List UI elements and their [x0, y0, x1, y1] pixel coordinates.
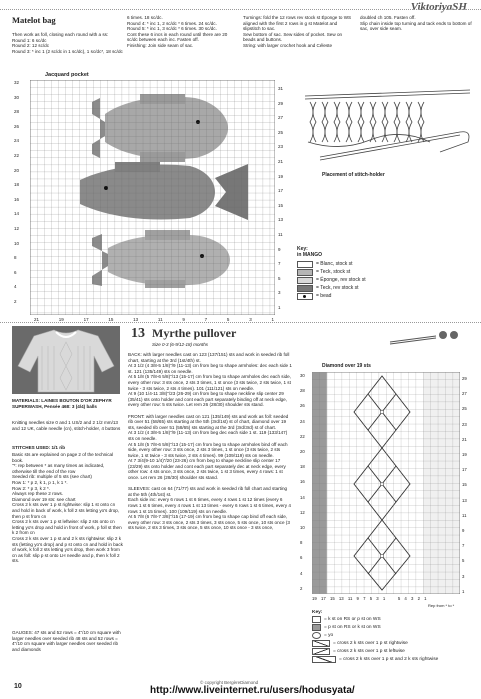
row-number: 17 [462, 467, 467, 473]
page-number: 10 [14, 683, 22, 690]
row-number: 10 [14, 240, 20, 246]
key1 [297, 246, 366, 300]
key2-label: = yo [324, 632, 334, 638]
cross-left-icon [312, 648, 330, 655]
key2-item [312, 655, 477, 663]
jacquard-chart [30, 80, 275, 315]
matelot-col1: Then work as foll, closing each round with a ss: Round 1: 6 sc/dc Round 2: 12 sc/dc Round 3: * inc 1 (2 sc/dc in 1 sc/dc), 1 sc/dc*, 18 sc/dc [12, 32, 123, 54]
row-number: 1 [462, 588, 465, 594]
row-number: 31 [278, 86, 284, 91]
stitches-title: STITCHES USED: 1/1 rib [12, 445, 66, 450]
swatch-blanc [297, 261, 313, 268]
row-number: 28 [300, 388, 305, 394]
purl-stitch-icon [312, 624, 321, 631]
row-number: 14 [300, 494, 305, 500]
key1-title: Key: [297, 246, 308, 252]
row-number: 16 [14, 196, 20, 202]
row-number: 18 [300, 464, 305, 470]
swatch-teck [297, 269, 313, 276]
row-number: 9 [462, 528, 465, 534]
row-number: 11 [462, 512, 467, 518]
row-number: 14 [14, 211, 20, 217]
pullover-photo [12, 326, 120, 394]
key2-item [312, 639, 477, 647]
row-number: 15 [278, 202, 284, 208]
row-number: 15 [462, 482, 467, 488]
row-number: 17 [278, 188, 284, 194]
row-number: 26 [14, 123, 20, 129]
matelot-col4: doubled ch 105. Fasten off. Slip chain inside top turning and tack ends to bottom of sac, over side seam. [360, 15, 472, 32]
col-number: 3 [249, 317, 252, 322]
key2-item [312, 615, 477, 623]
col-number: 15 [108, 317, 114, 322]
diamond-right-numbers [462, 376, 474, 594]
row-number: 2 [300, 585, 303, 591]
row-number: 22 [14, 152, 20, 158]
brand-logo: ViktoriyaSH [410, 1, 467, 13]
row-number: 21 [278, 158, 284, 164]
cross-right-icon [312, 640, 330, 647]
row-number: 9 [278, 246, 281, 252]
stitch-holder-illustration [300, 82, 475, 177]
col-number: 9 [182, 317, 185, 322]
yarn-over-icon [312, 632, 321, 639]
key2-item [312, 623, 477, 631]
row-number: 6 [14, 269, 17, 275]
row-number: 30 [14, 94, 20, 100]
jacquard-left-numbers [14, 80, 28, 304]
col-number: 17 [83, 317, 89, 322]
key2-title: Key: [312, 610, 323, 615]
gauges: GAUGES: 47 sts and 52 rows = 4"/10 cm square with larger needles over seeded rib 48 sts and 52 rows = 4"/10 cm square with larger needles over seeded rib and diamonds [12, 630, 121, 652]
copyright: © copyright BergèreDiamond [200, 680, 259, 685]
row-number: 29 [462, 376, 467, 381]
header-dots [0, 9, 481, 11]
col-number: 11 [157, 317, 163, 322]
needles-icon [388, 328, 468, 346]
row-number: 18 [14, 182, 20, 188]
col-number: 7 [204, 317, 208, 322]
row-number: 23 [462, 421, 467, 427]
row-number: 23 [278, 144, 284, 150]
diamond-title: Diamond over 19 sts [322, 363, 371, 369]
row-number: 7 [462, 543, 465, 549]
watermark-url[interactable]: http://www.liveinternet.ru/users/hodusyata/ [150, 685, 355, 696]
row-number: 28 [14, 109, 20, 115]
materials-body: Knitting needles size 0 and 1 US/2 and 2 1/2 mm/13 and 12 UK, cable needle (cn), stitch-holder, 4 buttons [12, 420, 121, 431]
key1-item [297, 292, 366, 300]
key1-item [297, 276, 366, 284]
row-number: 29 [278, 100, 284, 106]
row-number: 24 [300, 418, 305, 424]
key2-label: = cross 2 k sts over 1 p st rightwise [333, 640, 408, 646]
row-number: 11 [278, 231, 283, 237]
row-number: 21 [462, 436, 467, 442]
row-number: 13 [278, 217, 284, 223]
materials-title: MATERIALS: LAINES BOUTON D'OR ZEPHYR SUPERWASH, Pensée 468: 3 (4/4) balls [12, 398, 112, 409]
row-number: 25 [278, 129, 284, 135]
row-number: 13 [462, 497, 467, 503]
pattern-number: 13 [131, 326, 145, 341]
row-number: 8 [300, 540, 303, 546]
key2-label: = cross 2 k sts over 1 p st leftwise [333, 648, 405, 654]
swatch-teck-rev [297, 285, 313, 292]
key1-item [297, 268, 366, 276]
key2-item [312, 647, 477, 655]
row-number: 22 [300, 433, 305, 439]
key1-label: = Teck, rev stock st [316, 285, 359, 291]
col-number: 19 [58, 317, 64, 322]
pattern-title: Myrthe pullover [152, 326, 237, 340]
matelot-col3: Turnings: fold the 12 rows rev stock st Éponge to WS aligned with the first 2 rows in g st Matelot and slipstitch to sac. Sew bottom of sac. Sew sides of pocket. Sew on beads and buttons. String: with larger crochet hook and Céleste [243, 15, 352, 48]
key1-label: = Éponge, rev stock st [316, 277, 366, 283]
row-number: 16 [300, 479, 305, 485]
stitch-holder-caption: Placement of stitch-holder [322, 172, 385, 178]
cross-double-icon [312, 656, 336, 663]
diamond-left-numbers [300, 373, 310, 591]
row-number: 32 [14, 80, 20, 85]
pattern-size: Size 0-3 (6-9/12-18) months [152, 342, 209, 347]
key1-label: = Teck, stock st [316, 269, 351, 275]
row-number: 4 [300, 570, 303, 576]
key1-item [297, 260, 366, 268]
row-number: 2 [14, 298, 17, 304]
row-number: 10 [300, 525, 305, 531]
row-number: 8 [14, 255, 17, 261]
col-number: 1 [271, 317, 274, 322]
row-number: 26 [300, 403, 305, 409]
row-number: 24 [14, 138, 20, 144]
knit-stitch-icon [312, 616, 321, 623]
row-number: 5 [462, 558, 465, 564]
row-number: 19 [462, 452, 467, 458]
swatch-eponge [297, 277, 313, 284]
jacquard-label: Jacquard pocket [45, 72, 89, 78]
key1-label: = bead [316, 293, 332, 299]
rep-note: Rep from * to * [428, 603, 455, 608]
col-number: 21 [34, 317, 40, 322]
row-number: 27 [462, 391, 467, 397]
back-front-sleeves: BACK: with larger needles cast on 123 (137/151) sts and work in seeded rib foll chart, starting at the 3rd (1st/4th) st. At 3 1/2 (4 3/8-5 1/8)"/9 (11-13) cm from beg to shape armholes: dec each side 1 st. 121 (135/149) sts on needle. At 5 1/8 (5 7/8-6 5/8)"/13 (15-17) cm from beg to shape armholes dec each side, every other row: 3 sts once, 2 sts 3 times, 1 st once (3 sts twice, 2 sts twice, 1 st twice - 3 sts twice, 2 sts 4 times). 101 (111/121) sts on needle. At 9 (10 1/4-11 3/8)"/23 (26-29) cm from beg to shape neckline slip center 29 (35/41) sts onto holder and cont each part separately binding off at neck edge, every other row: 5 sts twice. Let rem 26 (28/30) shoulder sts stand. FRONT: with larger needles cast on 121 (135/149) sts and work as foll: seeded rib over 51 (58/65) sts starting at the 5th (3rd/1st) st of chart, diamond over 19 sts, seeded rib over 51 (58/65) sts starting at the 3rd (3rd/3rd) st of chart. At 3 1/2 (4 3/8-5 1/8)"/9 (11-13) cm from beg dec each side 1 st. 119 (133/147) sts on needle. At 5 1/8 (5 7/8-6 5/8)"/13 (15-17) cm from beg to shape armholes bind off each side, every other row: 3 sts once, 2 sts 3 times, 1 st once (3 sts twice, 2 sts twice, 1 st twice - 3 sts twice, 2 sts 4 times). 99 (109/119) sts on needle. At 7 3/4(9-10 1/4)"/20 (23-26) cm from beg to shape neckline slip center 17 (23/29) sts onto holder and cont each part separately dec at neck edge, every other row: 4 sts once, 3 sts once, 2 sts twice, 1 st 3 times, every 4 rows: 1 st once. Let rem 26 (28/30) shoulder sts stand. SLEEVES: cast on 64 (71/77) sts and work in seeded rib foll chart and starting at the 5th (4th/1st) st. Each side inc: every 6 rows 1 st 6 times, every 4 rows 1 st 12 times (every 6 rows 1 st 6 times, every 4 rows 1 st 13 times - every 6 rows 1 st 6 times, every 4 rows 1 st 15 times). 100 (109/119) sts on needle. At 5 7/8 (6 7/8-7 3/8)"/15 (17-19) cm from beg to shape cap bind off each side, every other row: 3 sts once, 2 sts 3 times, 3 sts once, 5 sts once, 10 sts once (3 sts twice, 2 sts 3 times, 3 sts once, 5 sts once, 10 sts once - 3 sts once, [128, 352, 292, 531]
row-number: 25 [462, 406, 467, 412]
jacquard-right-numbers [278, 86, 292, 310]
row-number: 1 [278, 304, 281, 310]
key1-item [297, 284, 366, 292]
diamond-chart [312, 372, 460, 594]
row-number: 5 [278, 275, 281, 281]
row-number: 27 [278, 115, 284, 121]
diamond-bottom-numbers: 19 17 15 13 11 9 7 5 3 1 5 4 3 2 1 [312, 596, 427, 601]
row-number: 4 [14, 284, 17, 290]
row-number: 7 [278, 261, 281, 267]
key2 [312, 610, 477, 663]
bead-icon [297, 293, 313, 300]
row-number: 12 [300, 509, 305, 515]
key1-label: = Blanc, stock st [316, 261, 353, 267]
key2-label: = cross 2 k sts over 1 p st and 2 k sts rightwise [339, 656, 439, 662]
key1-subtitle: in MANGO [297, 252, 322, 258]
matelot-title: Matelot bag [12, 15, 56, 25]
key2-label: = k st on RS or p st on WS [324, 616, 381, 622]
matelot-col2: 6 times. 18 sc/dc. Round 4: * inc 1, 2 sc/dc * 6 times. 24 sc/dc. Round 5: * inc 1, 3 sc/dc * 6 times. 30 sc/dc. Cont these 6 incs in each round until there are 20 sc/dc between each inc. Fasten off. Finishing: Join side seam of sac. [127, 15, 228, 48]
col-number: 5 [226, 317, 230, 322]
row-number: 3 [278, 290, 281, 296]
row-number: 6 [300, 555, 303, 561]
row-number: 12 [14, 225, 20, 231]
key2-item [312, 631, 477, 639]
row-number: 30 [300, 373, 305, 378]
section-divider [0, 322, 481, 324]
row-number: 20 [14, 167, 20, 173]
col-number: 13 [133, 317, 139, 322]
row-number: 19 [278, 173, 284, 179]
stitches-body: Basic sts are explained on page 2 of the technical book. "*: rep between * as many times as indicated, otherwise till the end of the row Seeded rib: multiple of 5 sts (see chart) Row 1: * p 2, k 1, p 1, k 1 *. Row 2: * p 3, k 2 *. Always rep these 2 rows. Diamond over 19 sts: see chart Cross 2 k sts over 1 p st rightwise: slip 1 st onto cn and hold in back of work, k foll 2 sts letting yo's drop, then p st from cn Cross 2 k sts over 1 p st leftwise: slip 2 sts onto cn letting yo's drop and hold in front of work, p foll st then k 2 from cn Cross 2 k sts over 1 p st and 2 k sts rightwise: slip 2 k sts (letting yo's drop) and p st onto cn and hold in back of work, k foll 2 sts letting yo's drop, then work 3 from cn as foll: slip p st onto LH needle and p, then k foll 2 sts. [12, 452, 123, 564]
row-number: 20 [300, 449, 305, 455]
key2-label: = p st on RS or k st on WS [324, 624, 381, 630]
row-number: 3 [462, 573, 465, 579]
